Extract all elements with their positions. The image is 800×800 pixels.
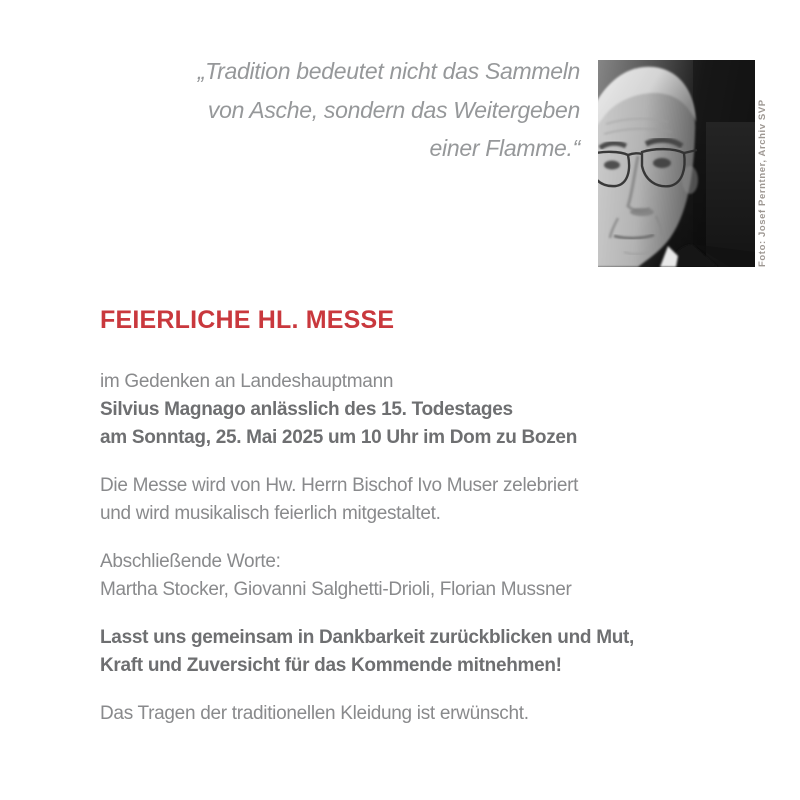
invitation-content [100,306,680,748]
event-heading: FEIERLICHE HL. MESSE [100,306,395,334]
quote-block [160,52,580,168]
paragraph-closing-words [100,548,680,604]
paragraph-line: Das Tragen der traditionellen Kleidung ist erwünscht. [100,703,529,724]
paragraph-appeal [100,624,680,680]
paragraph-line: Martha Stocker, Giovanni Salghetti-Drioli, Florian Mussner [100,579,572,600]
paragraph-line: Kraft und Zuversicht für das Kommende mitnehmen! [100,655,562,676]
paragraph-line: Silvius Magnago anlässlich des 15. Todestages [100,399,513,420]
paragraph-occasion [100,368,680,452]
portrait-photo [598,60,755,267]
photo-credit: Foto: Josef Perntner, Archiv SVP [757,99,768,267]
quote-line: „Tradition bedeutet nicht das [197,58,479,84]
quote-line: Sammeln von Asche, sondern [207,58,580,123]
paragraph-line: im Gedenken an Landeshauptmann [100,371,394,392]
quote-line: das Weitergeben einer Flamme.“ [411,96,580,161]
paragraph-line: und wird musikalisch feierlich mitgestaltet. [100,503,441,524]
paragraph-line: Die Messe wird von Hw. Herrn Bischof Ivo Muser zelebriert [100,475,579,496]
paragraph-line: am Sonntag, 25. Mai 2025 um 10 Uhr im Dom zu Bozen [100,427,578,448]
paragraph-line: Lasst uns gemeinsam in Dankbarkeit zurückblicken und Mut, [100,627,635,648]
paragraph-celebrant [100,472,680,528]
paragraph-dresscode [100,700,680,728]
portrait-photo-image [598,60,755,267]
paragraph-line: Abschließende Worte: [100,551,281,572]
